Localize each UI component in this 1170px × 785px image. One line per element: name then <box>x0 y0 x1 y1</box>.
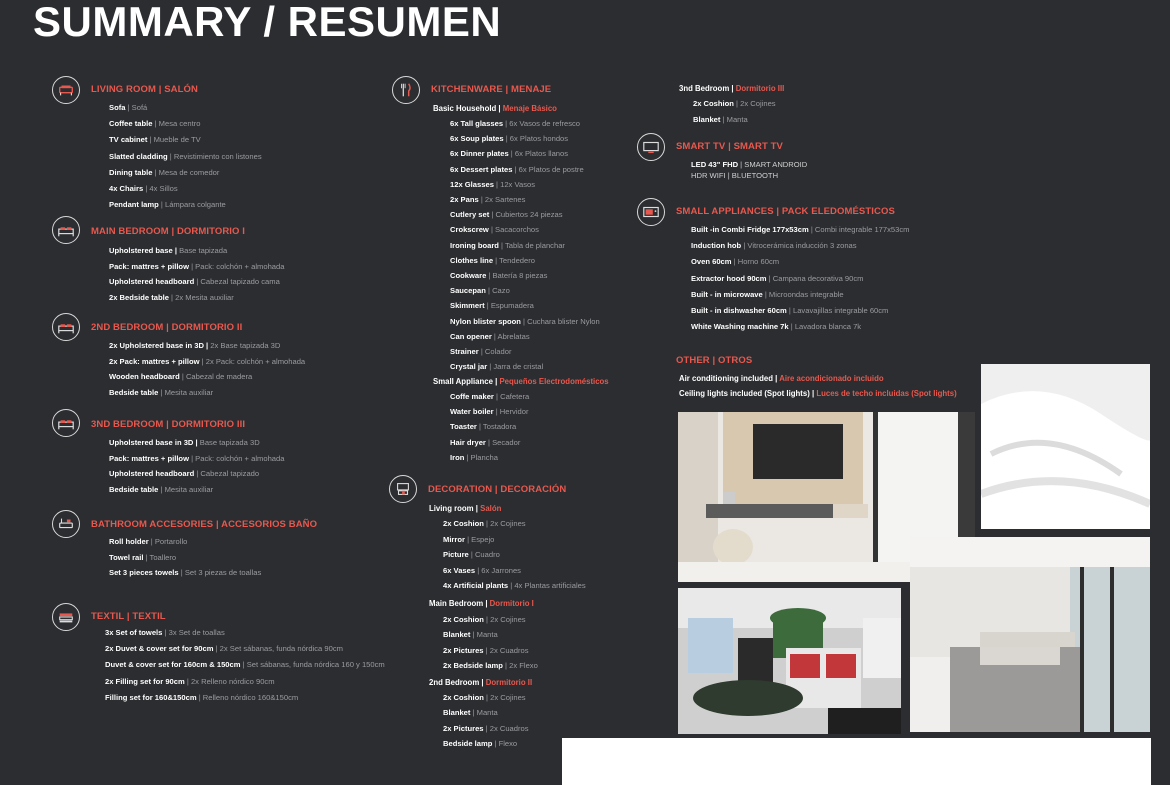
list-item <box>109 184 178 194</box>
item-es: | 4x Sillos <box>143 184 178 193</box>
list-item <box>105 660 385 670</box>
item-en: Pack: mattres + pillow <box>109 453 189 463</box>
item-es: | Mesita auxiliar <box>158 484 214 494</box>
item-en: 2x Pictures <box>443 645 484 655</box>
item-es: | 2x Cojines <box>733 99 776 108</box>
item-en: Built - in microwave <box>691 289 763 299</box>
item-es: | 6x Platos hondos <box>503 134 569 144</box>
item-en: Set 3 pieces towels <box>109 568 179 577</box>
item-es: | 6x Jarrones <box>475 565 521 575</box>
item-es: | 2x Sartenes <box>478 195 526 204</box>
item-en: 2x Coshion <box>443 615 484 624</box>
item-es: | 6x Platos llanos <box>508 149 569 159</box>
item-es: | Horno 60cm <box>731 257 780 267</box>
list-item <box>450 347 512 357</box>
item-en: Ironing board <box>450 240 499 250</box>
item-es: | Jarra de cristal <box>487 362 544 372</box>
item-en: Oven 60cm <box>691 257 732 267</box>
list-item <box>109 485 213 495</box>
white-panel <box>562 738 1151 785</box>
item-en: Bedside lamp <box>443 738 493 748</box>
list-item <box>443 519 526 529</box>
item-es: Base tapizada <box>176 246 228 255</box>
item-es: | Secador <box>485 437 521 447</box>
item-es: | Pack: colchón + almohada <box>188 261 285 271</box>
list-item <box>693 99 776 109</box>
item-en: 2x Duvet & cover set for 90cm <box>105 644 214 654</box>
bed-icon <box>52 409 80 437</box>
list-item <box>109 119 200 129</box>
small-appliance-subheading: Small Appliance | Pequeños Electrodomésticos <box>433 377 609 386</box>
item-es: | Plancha <box>464 452 498 462</box>
item-es: | Hervidor <box>493 407 529 417</box>
item-en: Wooden headboard <box>109 372 180 381</box>
list-item <box>109 568 261 578</box>
item-es: | 12x Vasos <box>493 179 536 189</box>
item-es: | 3x Set de toallas <box>162 628 225 637</box>
item-en: 2x Pans <box>450 195 479 204</box>
item-es: | 2x Pack: colchón + almohada <box>199 356 306 366</box>
cutlery-icon <box>392 76 420 104</box>
list-item <box>443 535 494 545</box>
list-item <box>109 135 201 145</box>
item-en: Toaster <box>450 422 477 432</box>
list-item <box>109 341 280 351</box>
microwave-icon <box>637 198 665 226</box>
item-es: | 2x Set sábanas, funda nórdica 90cm <box>213 644 343 654</box>
item-en: Duvet & cover set for 160cm & 150cm <box>105 660 241 670</box>
page-title: SUMMARY / RESUMEN <box>33 0 502 45</box>
item-es: | Cabezal tapizado <box>194 469 260 478</box>
list-item <box>109 553 176 563</box>
item-en: 6x Dinner plates <box>450 149 509 159</box>
item-en: Filling set for 160&150cm <box>105 692 197 702</box>
item-en: Built - in dishwasher 60cm <box>691 306 787 315</box>
item-en: 4x Artificial plants <box>443 581 509 590</box>
list-item <box>443 646 529 656</box>
list-item <box>105 693 298 703</box>
list-item <box>109 388 213 398</box>
list-item <box>109 103 147 113</box>
list-item <box>105 677 275 687</box>
list-item <box>450 317 600 327</box>
item-es: | Lavadora blanca 7k <box>788 322 862 332</box>
item-es: | Combi integrable 177x53cm <box>808 225 910 234</box>
item-en: Cutlery set <box>450 210 490 220</box>
item-en: Slatted cladding <box>109 151 168 161</box>
list-item <box>691 241 857 251</box>
other-heading: OTHER | OTROS <box>676 355 753 366</box>
list-item <box>109 200 226 210</box>
list-item <box>693 115 748 125</box>
item-es: | 2x Cuadros <box>483 645 529 655</box>
item-en: Crystal jar <box>450 362 488 372</box>
item-en: Upholstered base | <box>109 246 177 255</box>
item-en: 6x Vases <box>443 565 476 575</box>
item-en: Water boiler <box>450 407 494 417</box>
item-es: | Lámpara colgante <box>158 200 226 210</box>
list-item <box>450 165 584 175</box>
item-en: 6x Tall glasses <box>450 119 504 128</box>
item-en: White Washing machine 7k <box>691 322 789 332</box>
item-es: | Mesa de comedor <box>152 167 220 177</box>
item-en: 6x Dessert plates <box>450 164 513 174</box>
list-item <box>450 453 498 463</box>
list-item <box>450 149 568 159</box>
item-en: Coffee table <box>109 119 153 129</box>
list-item <box>109 454 284 464</box>
smarttv-line2: HDR WIFI | BLUETOOTH <box>691 171 779 180</box>
item-en: Blanket <box>443 630 471 640</box>
item-es: | Pack: colchón + almohada <box>188 453 285 463</box>
list-item <box>443 708 498 718</box>
list-item <box>109 152 262 162</box>
bedroom2-heading: 2ND BEDROOM | DORMITORIO II <box>91 322 243 333</box>
item-en: 2x Pictures <box>443 723 484 733</box>
decor-icon <box>389 475 417 503</box>
item-es: | 4x Plantas artificiales <box>508 581 586 590</box>
list-item <box>691 257 779 267</box>
list-item <box>443 693 526 703</box>
item-en: Towel rail <box>109 552 144 562</box>
list-item <box>105 628 225 638</box>
item-es: | Manta <box>470 708 498 718</box>
item-es: | Mueble de TV <box>147 135 201 145</box>
list-item <box>450 134 568 144</box>
list-item <box>691 274 864 284</box>
item-en: Built -in Combi Fridge 177x53cm <box>691 225 809 234</box>
decoration-heading: DECORATION | DECORACIÓN <box>428 484 567 495</box>
list-item <box>443 630 498 640</box>
item-es: | Set sábanas, funda nórdica 160 y 150cm <box>240 660 385 670</box>
list-item <box>443 550 500 560</box>
item-es: | Revistimiento con listones <box>167 151 262 161</box>
list-item <box>450 438 520 448</box>
item-es: | Tostadora <box>476 422 517 432</box>
item-es: | 2x Cojines <box>483 615 526 624</box>
item-en: 2x Filling set for 90cm <box>105 676 185 686</box>
item-en: Strainer <box>450 347 479 356</box>
list-item <box>450 301 534 311</box>
item-es: | Flexo <box>492 738 518 748</box>
item-en: Upholstered headboard <box>109 469 195 478</box>
item-es: Base tapizada 3D <box>197 438 260 447</box>
list-item <box>450 256 535 266</box>
bed-icon <box>52 313 80 341</box>
item-en: Induction hob <box>691 241 742 251</box>
item-en: Bedside table <box>109 484 159 494</box>
list-item <box>109 357 305 367</box>
item-en: Upholstered base in 3D | <box>109 438 198 447</box>
item-en: 12x Glasses <box>450 179 494 189</box>
deco-third-subheading: 3nd Bedroom | Dormitorio III <box>679 84 785 93</box>
item-es: | Portarollo <box>148 537 188 546</box>
list-item <box>443 724 529 734</box>
item-en: TV cabinet <box>109 135 148 145</box>
deco-living-subheading: Living room | Salón <box>429 504 502 513</box>
item-es: | Toallero <box>143 552 177 562</box>
list-item <box>443 566 521 576</box>
item-es: | Tendedero <box>493 255 535 265</box>
tv-icon <box>637 133 665 161</box>
item-es: | Cabezal tapizado cama <box>194 277 280 286</box>
item-es: | Sofá <box>125 103 148 112</box>
list-item <box>691 225 909 235</box>
item-es: | 6x Vasos de refresco <box>503 119 581 128</box>
item-en: 2x Pack: mattres + pillow <box>109 356 200 366</box>
item-es: 2x Base tapizada 3D <box>208 341 281 350</box>
item-en: 2x Coshion <box>443 693 484 702</box>
item-en: Bedside table <box>109 387 159 397</box>
textil-heading: TEXTIL | TEXTIL <box>91 611 166 622</box>
item-es: | 2x Mesita auxiliar <box>168 292 234 302</box>
item-es: | Mesa centro <box>152 119 201 129</box>
item-en: Upholstered headboard <box>109 277 195 286</box>
item-en: Picture <box>443 550 469 559</box>
list-item <box>450 271 547 281</box>
item-es: | 2x Flexo <box>502 660 538 670</box>
kitchen-heading: KITCHENWARE | MENAJE <box>431 84 552 95</box>
list-item <box>109 277 280 287</box>
item-en: Crokscrew <box>450 225 489 235</box>
item-es: | 2x Cuadros <box>483 723 529 733</box>
list-item <box>450 422 516 432</box>
item-en: Coffe maker <box>450 392 494 401</box>
other-line1: Air conditioning included | Aire acondicionado incluido <box>679 374 884 383</box>
item-es: | Tabla de planchar <box>498 240 565 250</box>
item-en: Blanket <box>443 708 471 718</box>
item-es: | Abrelatas <box>491 331 530 341</box>
list-item <box>109 168 219 178</box>
item-es: | Lavavajillas integrable 60cm <box>786 306 889 315</box>
item-es: | 2x Relleno nórdico 90cm <box>184 676 275 686</box>
item-en: Hair dryer <box>450 437 486 447</box>
smarttv-line1: LED 43" FHD | SMART ANDROID <box>691 160 808 169</box>
item-en: 6x Soup plates <box>450 134 504 144</box>
bedroom-photo <box>910 537 1150 732</box>
list-item <box>691 290 844 300</box>
list-item <box>443 581 586 591</box>
list-item <box>450 362 543 372</box>
item-es: | Cubiertos 24 piezas <box>489 210 563 220</box>
list-item <box>105 644 343 654</box>
list-item <box>450 286 510 296</box>
list-item <box>109 246 227 256</box>
list-item <box>450 195 525 205</box>
item-en: Pack: mattres + pillow <box>109 261 189 271</box>
item-es: | 6x Platos de postre <box>512 164 584 174</box>
item-en: Nylon blister spoon <box>450 316 521 326</box>
list-item <box>443 661 538 671</box>
list-item <box>450 180 535 190</box>
other-line2: Ceiling lights included (Spot lights) | Luces de techo incluidas (Spot lights) <box>679 389 957 398</box>
list-item <box>450 225 539 235</box>
list-item <box>443 739 517 749</box>
item-es: | Cazo <box>485 286 510 296</box>
living-room-heading: LIVING ROOM | SALÓN <box>91 84 198 95</box>
item-es: | Microondas integrable <box>762 289 844 299</box>
appliances-heading: SMALL APPLIANCES | PACK ELEDOMÉSTICOS <box>676 206 895 217</box>
list-item <box>450 119 580 129</box>
item-es: | Mesita auxiliar <box>158 387 214 397</box>
item-es: | Cuadro <box>468 550 500 559</box>
item-en: Sofa <box>109 103 126 112</box>
item-en: Saucepan <box>450 286 486 296</box>
item-en: Skimmert <box>450 301 485 311</box>
list-item <box>450 392 529 402</box>
list-item <box>109 293 234 303</box>
basic-household-subheading: Basic Household | Menaje Básico <box>433 104 557 113</box>
item-en: 2x Coshion <box>693 99 734 108</box>
deco-main-subheading: Main Bedroom | Dormitorio I <box>429 599 534 608</box>
item-es: | Batería 8 piezas <box>486 271 548 280</box>
list-item <box>450 407 529 417</box>
item-en: 2x Bedside lamp <box>443 660 503 670</box>
item-en: Cookware <box>450 271 487 280</box>
list-item <box>109 469 259 479</box>
item-en: Dining table <box>109 167 153 177</box>
list-item <box>691 322 861 332</box>
bed-icon <box>52 216 80 244</box>
item-es: | Cabezal de madera <box>179 372 253 381</box>
item-es: | Espumadera <box>484 301 534 311</box>
bathroom-heading: BATHROOM ACCESORIES | ACCESORIOS BAÑO <box>91 519 318 530</box>
list-item <box>109 262 284 272</box>
item-es: | 2x Cojines <box>483 519 526 528</box>
item-es: | Espejo <box>464 534 495 544</box>
item-es: | Campana decorativa 90cm <box>766 273 864 283</box>
item-en: Clothes line <box>450 255 494 265</box>
list-item <box>450 332 530 342</box>
item-en: Can opener <box>450 331 492 341</box>
item-es: | Manta <box>470 630 498 640</box>
item-es: | Vitrocerámica inducción 3 zonas <box>741 241 857 251</box>
smarttv-heading: SMART TV | SMART TV <box>676 141 783 152</box>
kitchenware-photo <box>678 588 901 734</box>
item-en: 2x Upholstered base in 3D | <box>109 341 209 350</box>
duvet-photo <box>981 364 1150 529</box>
item-es: | Set 3 piezas de toallas <box>178 568 262 577</box>
item-en: Mirror <box>443 534 465 544</box>
item-es: | Sacacorchos <box>488 225 539 235</box>
item-en: 3x Set of towels <box>105 628 163 637</box>
item-es: | Cafetera <box>493 392 530 401</box>
item-es: | Cuchara blister Nylon <box>520 316 600 326</box>
item-en: Roll holder <box>109 537 149 546</box>
list-item <box>443 615 526 625</box>
list-item <box>109 372 252 382</box>
list-item <box>109 438 260 448</box>
item-es: | 2x Cojines <box>483 693 526 702</box>
item-es: | Colador <box>478 347 512 356</box>
bathtub-icon <box>52 510 80 538</box>
item-es: | Manta <box>720 114 748 124</box>
item-en: 2x Bedside table <box>109 292 169 302</box>
list-item <box>109 537 187 547</box>
item-es: | Relleno nórdico 160&150cm <box>196 692 299 702</box>
sofa-icon <box>52 76 80 104</box>
item-en: Pendant lamp <box>109 200 159 210</box>
towels-icon <box>52 603 80 631</box>
bedroom3-heading: 3ND BEDROOM | DORMITORIO III <box>91 419 246 430</box>
main-bedroom-heading: MAIN BEDROOM | DORMITORIO I <box>91 226 246 237</box>
item-en: Extractor hood 90cm <box>691 273 767 283</box>
list-item <box>450 210 563 220</box>
list-item <box>691 306 888 316</box>
item-en: 2x Coshion <box>443 519 484 528</box>
item-en: Blanket <box>693 114 721 124</box>
item-en: Iron <box>450 452 465 462</box>
list-item <box>450 241 565 251</box>
item-en: 4x Chairs <box>109 184 144 193</box>
deco-second-subheading: 2nd Bedroom | Dormitorio II <box>429 678 533 687</box>
